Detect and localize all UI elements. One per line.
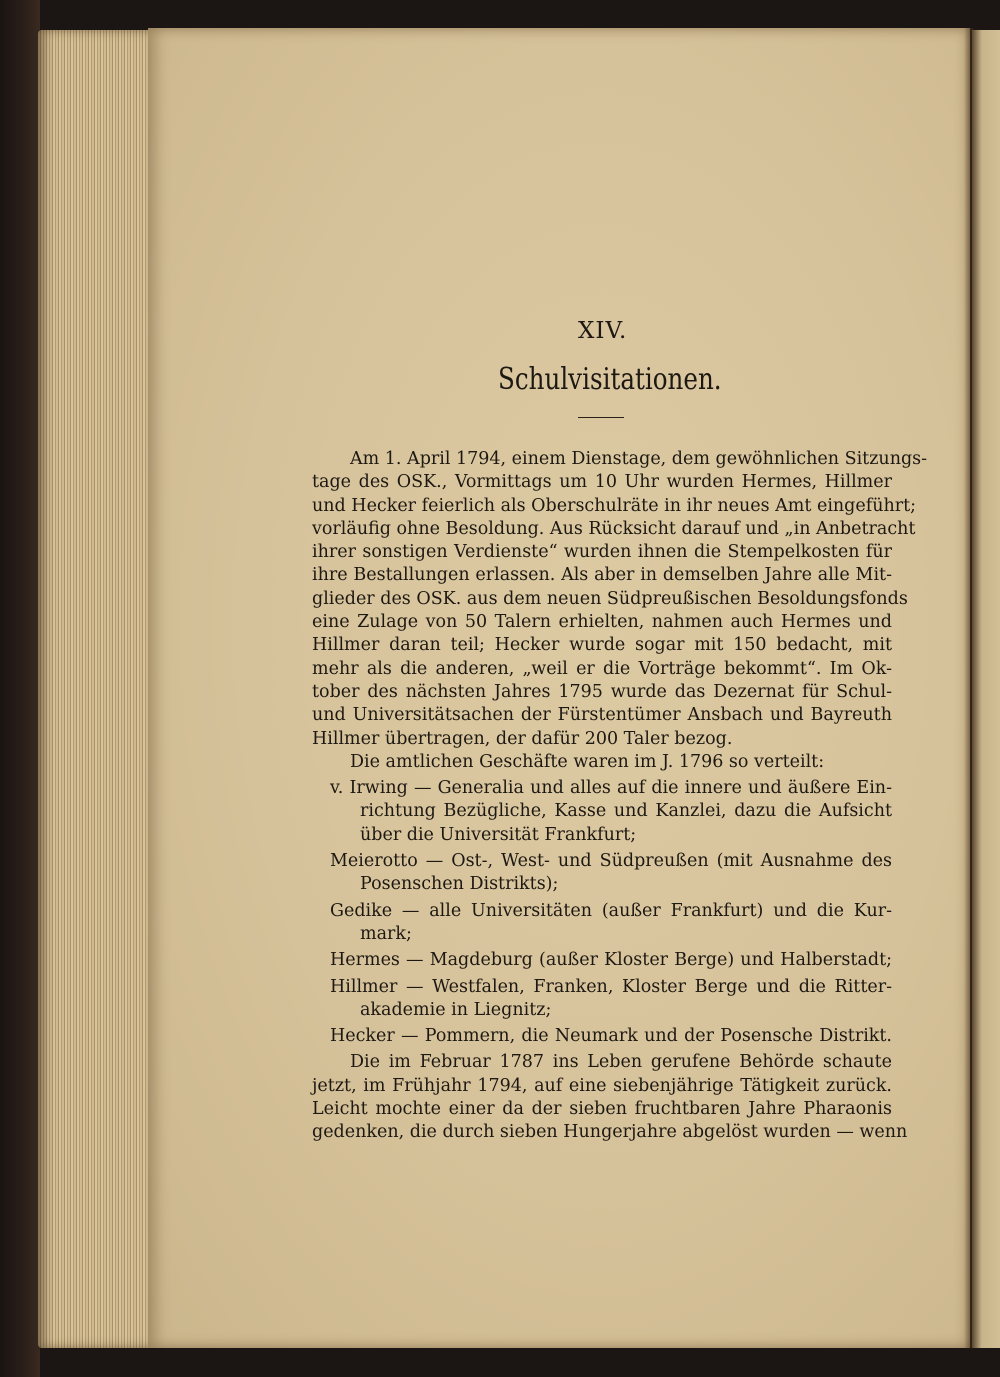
text-line: Am 1. April 1794, einem Dienstage, dem gewöhnlichen Sitzungs- [350,449,928,469]
text-line: Hermes — Magdeburg (außer Kloster Berge) und Halberstadt; [330,950,892,971]
assignment-entry [312,900,892,947]
text-line: Posenschen Distrikts); [360,874,559,895]
chapter-number: XIV. [578,318,628,344]
assignment-entry [312,850,892,897]
text-line: eine Zulage von 50 Talern erhielten, nahmen auch Hermes und [312,612,892,633]
page-edges [38,30,150,1348]
text-line: Die amtlichen Geschäfte waren im J. 1796 so verteilt: [350,751,825,772]
facing-page-edge [972,30,1000,1348]
title-rule [578,417,624,418]
paragraph [312,1051,908,1144]
text-line: akademie in Liegnitz; [360,999,552,1020]
assignment-entry [312,1025,892,1048]
assignment-entry [312,976,892,1023]
text-line: vorläufig ohne Besoldung. Aus Rücksicht darauf und „in Anbetracht [312,518,916,539]
text-line: mark; [360,923,412,944]
text-line: ihrer sonstigen Verdienste“ wurden ihnen die Stempelkosten für [312,542,892,563]
paragraph [312,448,928,751]
text-line: Hillmer daran teil; Hecker wurde sogar mit 150 bedacht, mit [312,635,892,656]
book-cover-edge [0,0,40,1377]
text-line: tober des nächsten Jahres 1795 wurde das Dezernat für Schul- [312,681,892,702]
text-line: v. Irwing — Generalia und alles auf die innere und äußere Ein- [330,778,892,799]
text-line: gedenken, die durch sieben Hungerjahre abgelöst wurden — wenn [312,1122,908,1143]
text-line: glieder des OSK. aus dem neuen Südpreußischen Besoldungsfonds [312,588,908,609]
text-line: Gedike — alle Universitäten (außer Frankfurt) und die Kur- [330,900,892,921]
text-line: Die im Februar 1787 ins Leben gerufene Behörde schaute [350,1052,892,1073]
text-line: mehr als die anderen, „weil er die Vorträge bekommt“. Im Ok- [312,658,892,679]
text-line: und Hecker feierlich als Oberschulräte in ihr neues Amt eingeführt; [312,495,917,516]
body-text [312,448,928,1145]
text-line: Hillmer — Westfalen, Franken, Kloster Berge und die Ritter- [330,976,892,997]
text-line: und Universitätsachen der Fürstentümer Ansbach und Bayreuth [312,705,892,726]
text-line: Hillmer übertragen, der dafür 200 Taler bezog. [312,728,733,749]
text-line: Leicht mochte einer da der sieben fruchtbaren Jahre Pharaonis [312,1099,892,1120]
text-line: richtung Bezügliche, Kasse und Kanzlei, dazu die Aufsicht [360,801,892,822]
assignment-list [312,777,892,1048]
text-line: jetzt, im Frühjahr 1794, auf eine siebenjährige Tätigkeit zurück. [312,1075,892,1096]
text-line: tage des OSK., Vormittags um 10 Uhr wurden Hermes, Hillmer [312,472,892,493]
text-line: Meierotto — Ost-, West- und Südpreußen (mit Ausnahme des [330,851,892,872]
text-line: ihre Bestallungen erlassen. Als aber in demselben Jahre alle Mit- [312,565,892,586]
assignment-entry [312,777,892,847]
text-line: über die Universität Frankfurt; [360,824,637,845]
assignment-entry [312,949,892,972]
chapter-title: Schulvisitationen. [498,362,722,397]
paragraph [312,751,892,774]
text-line: Hecker — Pommern, die Neumark und der Posensche Distrikt. [330,1026,892,1047]
